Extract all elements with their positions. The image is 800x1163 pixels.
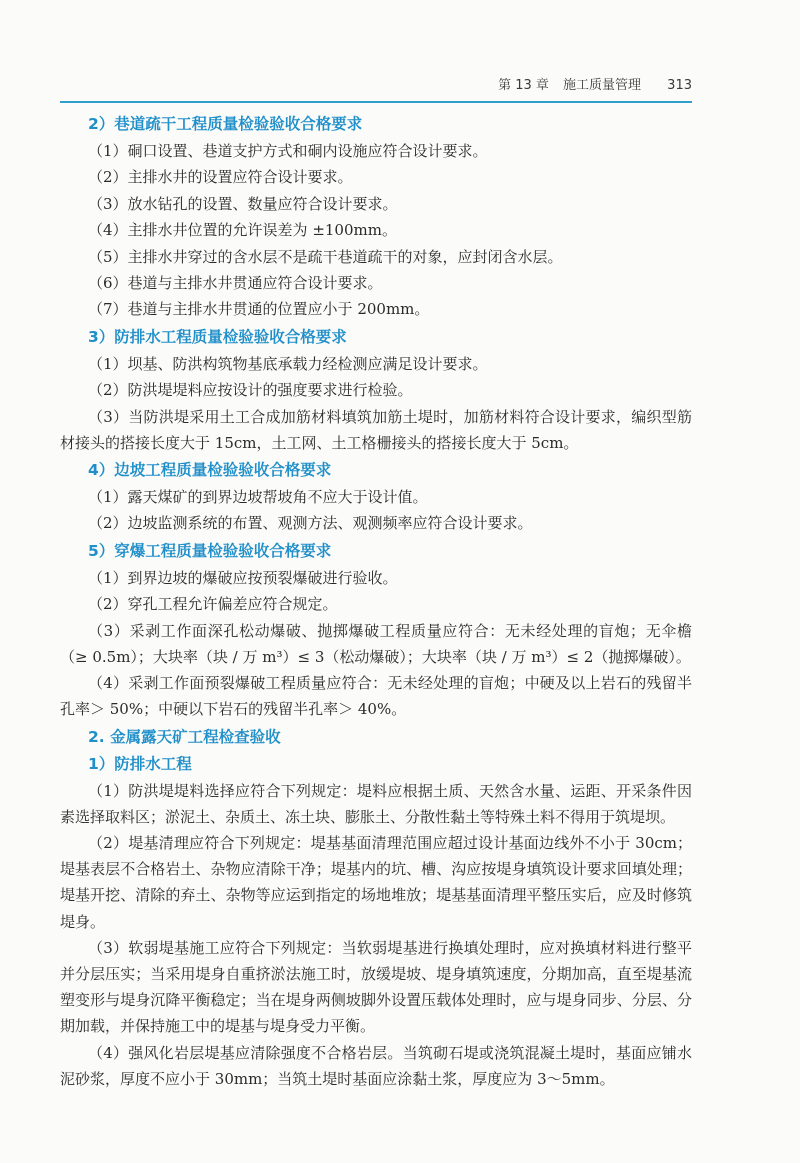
list-item: （3）放水钻孔的设置、数量应符合设计要求。 — [88, 194, 398, 213]
list-item: （5）主排水井穿过的含水层不是疏干巷道疏干的对象，应封闭含水层。 — [88, 247, 563, 266]
list-item: （1）到界边坡的爆破应按预裂爆破进行验收。 — [88, 568, 398, 587]
section-heading: 3）防排水工程质量检验验收合格要求 — [88, 327, 347, 346]
section-heading: 4）边坡工程质量检验验收合格要求 — [88, 461, 332, 480]
list-item: （4）强风化岩层堤基应清除强度不合格岩层。当筑砌石堤或浇筑混凝土堤时，基面应铺水泥砂浆，厚度不应小于 30mm；当筑土堤时基面应涂黏土浆，厚度应为 3～5mm。 — [60, 1043, 692, 1088]
list-item: （1）露天煤矿的到界边坡帮坡角不应大于设计值。 — [88, 488, 428, 507]
section-heading: 2. 金属露天矿工程检查验收 — [88, 727, 281, 746]
list-item: （2）防洪堤堤料应按设计的强度要求进行检验。 — [88, 381, 413, 400]
list-item: （4）主排水井位置的允许误差为 ±100mm。 — [88, 221, 397, 240]
list-item: （2）边坡监测系统的布置、观测方法、观测频率应符合设计要求。 — [88, 514, 533, 533]
page-number: 313 — [667, 78, 692, 93]
list-item: （1）防洪堤堤料选择应符合下列规定：堤料应根据土质、天然含水量、运距、开采条件因素选择取料区；淤泥土、杂质土、冻土块、膨胀土、分散性黏土等特殊土料不得用于筑堤坝。 — [60, 781, 692, 826]
list-item: （1）坝基、防洪构筑物基底承载力经检测应满足设计要求。 — [88, 354, 488, 373]
list-item: （2）堤基清理应符合下列规定：堤基基面清理范围应超过设计基面边线外不小于 30cm；堤基表层不合格岩土、杂物应清除干净；堤基内的坑、槽、沟应按堤身填筑设计要求回填处理；堤基开挖、清除的弃土、杂物等应运到指定的场地堆放；堤基基面清理平整压实后，应及时修筑堤身。 — [60, 833, 692, 931]
list-item: （3）软弱堤基施工应符合下列规定：当软弱堤基进行换填处理时，应对换填材料进行整平并分层压实；当采用堤身自重挤淤法施工时，放缓堤坡、堤身填筑速度，分期加高，直至堤基流塑变形与堤身沉降平衡稳定；当在堤身两侧坡脚外设置压载体处理时，应与堤身同步、分层、分期加载，并保持施工中的堤基与堤身受力平衡。 — [60, 938, 692, 1036]
section-heading: 5）穿爆工程质量检验验收合格要求 — [88, 541, 332, 560]
list-item: （3）采剥工作面深孔松动爆破、抛掷爆破工程质量应符合：无未经处理的盲炮；无伞檐（≥ 0.5m）；大块率（块 / 万 m³）≤ 3（松动爆破）；大块率（块 / 万 m³）≤ 2（抛掷爆破）。 — [60, 621, 692, 666]
header-rule — [60, 101, 692, 103]
chapter-number: 第 13 章 — [498, 78, 549, 93]
section-heading: 2）巷道疏干工程质量检验验收合格要求 — [88, 115, 363, 133]
list-item: （2）穿孔工程允许偏差应符合规定。 — [88, 595, 338, 614]
page-body — [60, 110, 692, 1092]
list-item: （2）主排水井的设置应符合设计要求。 — [88, 168, 353, 187]
list-item: （6）巷道与主排水井贯通应符合设计要求。 — [88, 274, 383, 293]
list-item: （3）当防洪堤采用土工合成加筋材料填筑加筋土堤时，加筋材料符合设计要求，编织型筋材接头的搭接长度大于 15cm，土工网、土工格栅接头的搭接长度大于 5cm。 — [60, 407, 692, 452]
running-header — [60, 74, 692, 100]
list-item: （1）硐口设置、巷道支护方式和硐内设施应符合设计要求。 — [88, 142, 488, 160]
list-item: （7）巷道与主排水井贯通的位置应小于 200mm。 — [88, 300, 430, 319]
chapter-title: 施工质量管理 — [563, 78, 642, 93]
section-heading: 1）防排水工程 — [88, 754, 192, 773]
list-item: （4）采剥工作面预裂爆破工程质量应符合：无未经处理的盲炮；中硬及以上岩石的残留半孔率＞ 50%；中硬以下岩石的残留半孔率＞ 40%。 — [60, 674, 692, 719]
